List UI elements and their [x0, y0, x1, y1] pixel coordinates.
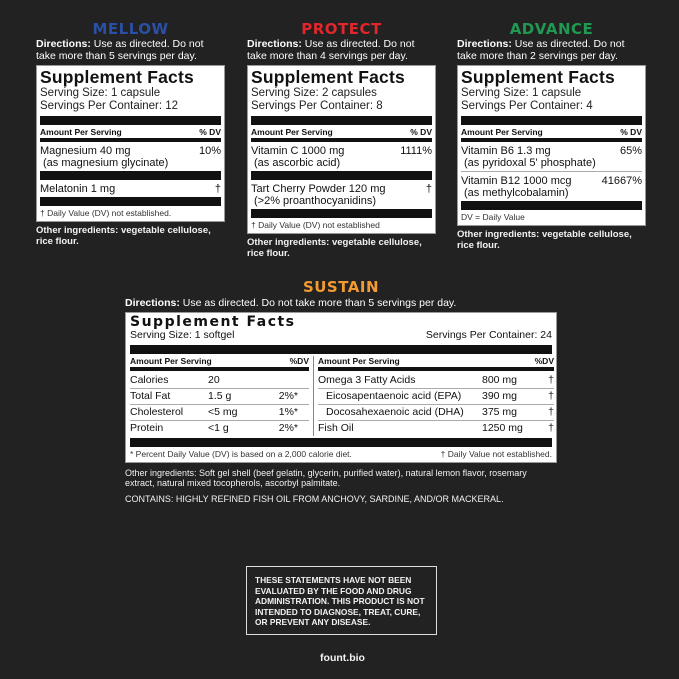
nutrient-row: [40, 144, 221, 169]
directions-label: Directions:: [247, 38, 302, 50]
nutrient-amount: 20: [208, 374, 220, 386]
dv-header: %DV: [289, 356, 309, 366]
nutrient-row: [40, 182, 221, 195]
nutrient-amount: <5 mg: [208, 406, 238, 418]
supplement-facts-panel: [247, 65, 436, 234]
nutrient-dv: †: [548, 422, 554, 434]
product-advance: [457, 21, 646, 251]
directions: [125, 297, 557, 309]
nutrient-source: (>2% proanthocyanidins): [254, 195, 376, 207]
nutrient-name: Total Fat: [130, 390, 171, 402]
footnote: † Daily Value (DV) not established: [251, 220, 380, 230]
other-ingredients: Other ingredients: Soft gel shell (beef gelatin, glycerin, purified water), natural lemon flavor, rosemary extract, natural mixed tocopherols, ascorbyl palmitate.: [125, 468, 527, 488]
divider-bar: [461, 116, 642, 125]
other-ingredients: Other ingredients: vegetable cellulose, rice flour.: [457, 229, 632, 251]
nutrient-row: [251, 182, 432, 207]
product-mellow: [36, 21, 225, 247]
amount-header: Amount Per Serving: [318, 356, 400, 366]
footnote-dv: * Percent Daily Value (DV) is based on a 2,000 calorie diet.: [130, 449, 352, 459]
nutrient-name: Cholesterol: [130, 406, 184, 418]
nutrient-name: Fish Oil: [318, 422, 354, 434]
nutrient-dv: †: [548, 374, 554, 386]
dv-header: % DV: [199, 127, 221, 137]
facts-title: Supplement Facts: [130, 314, 296, 330]
servings-per-container: Servings Per Container: 8: [251, 99, 383, 112]
nutrient-source: (as magnesium glycinate): [43, 157, 169, 169]
divider-bar: [251, 209, 432, 218]
amount-header: Amount Per Serving: [251, 127, 333, 137]
nutrient-amount: 375 mg: [482, 406, 518, 418]
servings-per-container: Servings Per Container: 4: [461, 99, 593, 112]
nutrient-amount: 1.5 g: [208, 390, 232, 402]
nutrient-dv: 65%: [619, 145, 642, 157]
nutrient-source: (as pyridoxal 5' phosphate): [464, 157, 596, 169]
nutrient-row: [318, 421, 554, 436]
nutrient-row: [130, 373, 309, 389]
nutrient-source: (as ascorbic acid): [254, 157, 341, 169]
footnote: DV = Daily Value: [461, 212, 525, 222]
serving-size: Serving Size: 1 softgel: [130, 329, 235, 341]
amount-header: Amount Per Serving: [130, 356, 212, 366]
footnote: † Daily Value (DV) not established.: [40, 208, 172, 218]
directions: [36, 38, 225, 62]
nutrient-dv: 2%*: [278, 390, 298, 402]
dv-header: % DV: [620, 127, 642, 137]
divider-bar: [130, 345, 552, 354]
nutrient-name: Vitamin B12 1000 mcg: [461, 175, 572, 187]
product-title: ADVANCE: [509, 20, 594, 38]
serving-size: Serving Size: 2 capsules: [251, 87, 377, 99]
facts-column-right: [314, 356, 554, 436]
divider-bar: [40, 171, 221, 180]
facts-title: Supplement Facts: [40, 67, 194, 87]
divider-bar: [461, 201, 642, 210]
nutrient-name: Eicosapentaenoic acid (EPA): [326, 390, 462, 402]
divider-bar: [40, 197, 221, 206]
nutrient-row: [130, 405, 309, 421]
amount-header: Amount Per Serving: [461, 127, 543, 137]
product-protect: [247, 21, 436, 259]
facts-title: Supplement Facts: [461, 67, 615, 87]
directions-label: Directions:: [457, 38, 512, 50]
divider-bar: [251, 138, 432, 142]
divider-bar: [251, 171, 432, 180]
nutrient-row: [461, 174, 642, 199]
nutrient-row: [251, 144, 432, 169]
other-ingredients: Other ingredients: vegetable cellulose, rice flour.: [36, 225, 211, 247]
nutrient-row: [318, 405, 554, 421]
directions-label: Directions:: [36, 38, 91, 50]
nutrient-row: [130, 421, 309, 436]
nutrient-amount: <1 g: [208, 422, 229, 434]
dv-header: %DV: [534, 356, 554, 366]
nutrient-row: [318, 389, 554, 405]
facts-title: Supplement Facts: [251, 67, 405, 87]
nutrient-row: [318, 373, 554, 389]
directions-text: Use as directed. Do not take more than 5 servings per day.: [36, 38, 204, 62]
nutrient-dv: †: [548, 390, 554, 402]
divider-bar: [130, 438, 552, 447]
servings-per-container: Servings Per Container: 24: [425, 329, 552, 341]
footnote-not-established: † Daily Value not established.: [440, 449, 552, 459]
nutrient-row: [461, 144, 642, 169]
divider-bar: [40, 116, 221, 125]
dv-header: % DV: [410, 127, 432, 137]
nutrient-name: Tart Cherry Powder 120 mg: [251, 183, 386, 195]
nutrient-name: Magnesium 40 mg: [40, 145, 131, 157]
nutrient-dv: 2%*: [278, 422, 298, 434]
divider-bar: [461, 138, 642, 142]
facts-column-left: [130, 356, 314, 436]
divider-bar: [318, 367, 554, 371]
supplement-facts-panel: [457, 65, 646, 226]
nutrient-name: Protein: [130, 422, 164, 434]
nutrient-name: Docosahexaenoic acid (DHA): [326, 406, 464, 418]
nutrient-dv: †: [548, 406, 554, 418]
nutrient-amount: 390 mg: [482, 390, 518, 402]
directions-text: Use as directed. Do not take more than 4 servings per day.: [247, 38, 415, 62]
divider-line: [461, 171, 642, 172]
directions: [457, 38, 646, 62]
nutrient-name: Vitamin B6 1.3 mg: [461, 145, 551, 157]
nutrient-row: [130, 389, 309, 405]
nutrient-dv: †: [425, 183, 432, 195]
nutrient-amount: 1250 mg: [482, 422, 523, 434]
nutrient-name: Melatonin 1 mg: [40, 183, 116, 195]
other-ingredients: Other ingredients: vegetable cellulose, rice flour.: [247, 237, 422, 259]
supplement-facts-panel: [125, 312, 557, 463]
nutrient-name: Omega 3 Fatty Acids: [318, 374, 416, 386]
supplement-facts-panel: [36, 65, 225, 222]
product-title: MELLOW: [92, 20, 169, 38]
nutrient-amount: 800 mg: [482, 374, 518, 386]
nutrient-dv: 1%*: [278, 406, 298, 418]
divider-bar: [251, 116, 432, 125]
servings-per-container: Servings Per Container: 12: [40, 99, 179, 112]
allergen-statement: CONTAINS: HIGHLY REFINED FISH OIL FROM ANCHOVY, SARDINE, AND/OR MACKERAL.: [125, 494, 504, 504]
directions-text: Use as directed. Do not take more than 2 servings per day.: [457, 38, 625, 62]
serving-size: Serving Size: 1 capsule: [461, 87, 582, 99]
nutrient-name: Vitamin C 1000 mg: [251, 145, 345, 157]
directions-label: Directions:: [125, 297, 180, 309]
nutrient-dv: 41667%: [601, 175, 642, 187]
product-title: SUSTAIN: [302, 278, 380, 296]
nutrient-dv: 10%: [198, 145, 221, 157]
nutrient-dv: 1111%: [400, 145, 432, 157]
serving-size: Serving Size: 1 capsule: [40, 87, 161, 99]
directions-text: Use as directed. Do not take more than 5 servings per day.: [182, 297, 457, 309]
nutrient-dv: [268, 373, 298, 388]
nutrient-name: Calories: [130, 374, 169, 386]
directions: [247, 38, 436, 62]
product-sustain: [125, 279, 557, 504]
amount-header: Amount Per Serving: [40, 127, 122, 137]
fda-disclaimer: THESE STATEMENTS HAVE NOT BEEN EVALUATED BY THE FOOD AND DRUG ADMINISTRATION. THIS PRODUCT IS NOT INTENDED TO DIAGNOSE, TREAT, CURE, OR PREVENT ANY DISEASE.: [246, 566, 437, 635]
brand-url: fount.bio: [320, 652, 365, 664]
divider-bar: [40, 138, 221, 142]
nutrient-source: (as methylcobalamin): [464, 187, 569, 199]
divider-bar: [130, 367, 309, 371]
nutrient-dv: †: [214, 183, 221, 195]
product-title: PROTECT: [301, 20, 382, 38]
